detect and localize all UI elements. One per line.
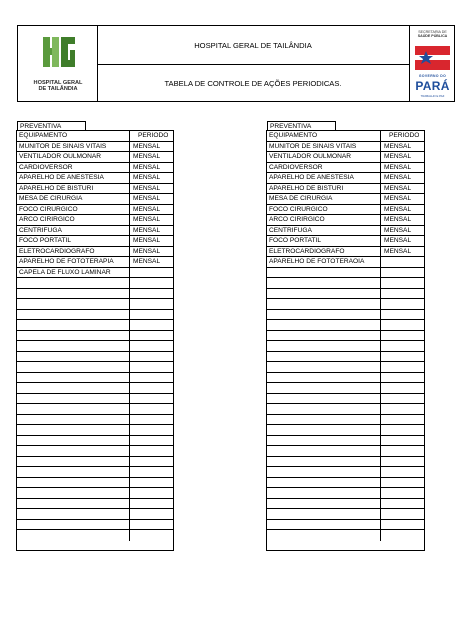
empty-table-row bbox=[17, 509, 173, 520]
empty-table-row bbox=[17, 362, 173, 373]
equipment-cell bbox=[17, 299, 130, 309]
empty-table-row bbox=[267, 299, 424, 310]
period-cell bbox=[381, 373, 384, 383]
equipment-cell bbox=[267, 289, 381, 299]
equipment-column-header: EQUIPAMENTO bbox=[17, 131, 130, 141]
empty-table-row bbox=[267, 425, 424, 436]
hospital-logo-line1: HOSPITAL GERAL bbox=[33, 80, 83, 86]
equipment-cell bbox=[17, 467, 130, 477]
period-cell bbox=[381, 383, 384, 393]
equipment-cell bbox=[267, 310, 381, 320]
equipment-cell bbox=[267, 425, 381, 435]
equipment-column-header: EQUIPAMENTO bbox=[267, 131, 381, 141]
table-row bbox=[17, 215, 173, 226]
equipment-cell bbox=[267, 341, 381, 351]
hospital-title: HOSPITAL GERAL DE TAILÂNDIA bbox=[97, 26, 409, 65]
hospital-logo-cell bbox=[18, 26, 98, 101]
equipment-cell bbox=[267, 394, 381, 404]
period-cell bbox=[130, 425, 133, 435]
equipment-cell: FOCO PORTATIL bbox=[267, 236, 381, 246]
period-cell bbox=[381, 457, 384, 467]
period-cell bbox=[381, 331, 384, 341]
empty-table-row bbox=[267, 530, 424, 541]
left-equipment-table bbox=[16, 130, 174, 551]
period-cell bbox=[381, 425, 384, 435]
equipment-cell: ELETROCARDIOGRAFO bbox=[267, 247, 381, 257]
equipment-cell bbox=[267, 467, 381, 477]
period-cell: MENSAL bbox=[133, 226, 161, 234]
table-row bbox=[267, 205, 424, 216]
period-cell bbox=[130, 352, 133, 362]
hospital-logo-text bbox=[26, 80, 90, 93]
period-cell bbox=[130, 488, 133, 498]
equipment-cell bbox=[17, 362, 130, 372]
period-cell bbox=[130, 331, 133, 341]
equipment-cell bbox=[267, 499, 381, 509]
period-cell bbox=[381, 436, 384, 446]
equipment-cell bbox=[267, 383, 381, 393]
empty-table-row bbox=[267, 289, 424, 300]
empty-table-row bbox=[267, 415, 424, 426]
period-cell bbox=[130, 499, 133, 509]
empty-table-row bbox=[267, 509, 424, 520]
table-row bbox=[267, 173, 424, 184]
equipment-cell bbox=[17, 530, 130, 541]
period-cell: MENSAL bbox=[384, 226, 412, 234]
equipment-cell bbox=[267, 373, 381, 383]
period-cell bbox=[381, 268, 384, 278]
equipment-cell bbox=[17, 352, 130, 362]
equipment-cell bbox=[267, 509, 381, 519]
period-cell: MENSAL bbox=[384, 163, 412, 171]
table-row bbox=[17, 236, 173, 247]
period-cell: MENSAL bbox=[384, 174, 412, 181]
period-cell bbox=[130, 320, 133, 330]
hospital-logo-icon bbox=[18, 26, 97, 81]
header-title-cell bbox=[97, 26, 409, 101]
period-cell bbox=[130, 530, 133, 541]
table-row bbox=[267, 163, 424, 174]
period-cell bbox=[381, 499, 384, 509]
period-cell: MENSAL bbox=[384, 216, 412, 223]
equipment-cell bbox=[17, 457, 130, 467]
equipment-cell: CARDIOVERSOR bbox=[267, 163, 381, 173]
empty-table-row bbox=[267, 478, 424, 489]
period-cell bbox=[130, 310, 133, 320]
empty-table-row bbox=[17, 299, 173, 310]
equipment-cell bbox=[267, 278, 381, 288]
period-cell bbox=[381, 310, 384, 320]
equipment-cell: MESA DE CIRURGIA bbox=[17, 194, 130, 204]
equipment-cell: VENTILADOR OULMONAR bbox=[267, 152, 381, 162]
table-row bbox=[17, 142, 173, 153]
equipment-cell bbox=[17, 509, 130, 519]
table-row bbox=[17, 205, 173, 216]
period-cell: MENSAL bbox=[133, 153, 161, 160]
period-cell: MENSAL bbox=[384, 153, 412, 160]
period-cell: MENSAL bbox=[384, 184, 412, 192]
period-cell: MENSAL bbox=[133, 258, 161, 265]
equipment-cell bbox=[17, 320, 130, 330]
period-cell bbox=[381, 509, 384, 519]
equipment-cell: APARELHO DE BISTURI bbox=[267, 184, 381, 194]
period-cell bbox=[381, 362, 384, 372]
empty-table-row bbox=[267, 488, 424, 499]
period-cell bbox=[381, 415, 384, 425]
period-cell bbox=[381, 478, 384, 488]
period-cell bbox=[381, 341, 384, 351]
equipment-cell bbox=[17, 415, 130, 425]
equipment-cell bbox=[17, 478, 130, 488]
period-cell: MENSAL bbox=[133, 163, 161, 171]
right-tab-label: PREVENTIVA bbox=[267, 121, 336, 130]
equipment-cell: APARELHO DE FOTOTERAOIA bbox=[267, 257, 381, 267]
period-cell bbox=[381, 278, 384, 288]
period-cell: MENSAL bbox=[133, 184, 161, 192]
period-cell bbox=[381, 299, 384, 309]
equipment-cell bbox=[17, 488, 130, 498]
table-row bbox=[17, 173, 173, 184]
equipment-cell bbox=[17, 278, 130, 288]
equipment-cell bbox=[267, 268, 381, 278]
period-cell bbox=[130, 383, 133, 393]
period-cell bbox=[130, 446, 133, 456]
empty-table-row bbox=[17, 488, 173, 499]
period-cell bbox=[130, 289, 133, 299]
equipment-cell bbox=[17, 310, 130, 320]
equipment-cell bbox=[267, 446, 381, 456]
equipment-cell: APARELHO DE ANESTESIA bbox=[17, 173, 130, 183]
equipment-cell: FOCO CIRURGICO bbox=[267, 205, 381, 215]
left-tab-label: PREVENTIVA bbox=[17, 121, 86, 130]
period-cell bbox=[381, 488, 384, 498]
empty-table-row bbox=[267, 373, 424, 384]
period-cell bbox=[130, 457, 133, 467]
period-cell bbox=[381, 467, 384, 477]
period-cell: MENSAL bbox=[384, 247, 412, 255]
table-row bbox=[17, 184, 173, 195]
period-cell: MENSAL bbox=[384, 237, 412, 244]
equipment-cell: CAPELA DE FLUXO LAMINAR bbox=[17, 268, 130, 278]
empty-table-row bbox=[17, 404, 173, 415]
period-cell: MENSAL bbox=[133, 247, 161, 255]
secretaria-line2: SAÚDE PÚBLICA bbox=[417, 34, 448, 39]
equipment-cell: CARDIOVERSOR bbox=[17, 163, 130, 173]
period-cell bbox=[130, 520, 133, 530]
empty-table-row bbox=[267, 310, 424, 321]
empty-table-row bbox=[17, 436, 173, 447]
equipment-cell bbox=[267, 404, 381, 414]
equipment-cell: MUNITOR DE SINAIS VITAIS bbox=[17, 142, 130, 152]
period-cell bbox=[130, 268, 133, 278]
period-cell bbox=[381, 394, 384, 404]
equipment-cell bbox=[17, 394, 130, 404]
table-row bbox=[17, 226, 173, 237]
equipment-cell bbox=[267, 488, 381, 498]
empty-table-row bbox=[17, 341, 173, 352]
period-cell bbox=[381, 289, 384, 299]
equipment-cell bbox=[17, 373, 130, 383]
equipment-cell: MESA DE CIRURGIA bbox=[267, 194, 381, 204]
empty-table-row bbox=[17, 331, 173, 342]
equipment-cell: CENTRIFUGA bbox=[267, 226, 381, 236]
empty-table-row bbox=[17, 394, 173, 405]
document-header bbox=[17, 25, 455, 102]
period-cell bbox=[381, 446, 384, 456]
period-cell bbox=[381, 320, 384, 330]
governo-do-text: GOVERNO DO bbox=[418, 74, 447, 78]
equipment-cell bbox=[17, 520, 130, 530]
empty-table-row bbox=[267, 520, 424, 531]
equipment-cell bbox=[267, 331, 381, 341]
period-cell bbox=[130, 415, 133, 425]
equipment-cell bbox=[17, 331, 130, 341]
period-cell bbox=[130, 394, 133, 404]
equipment-cell bbox=[17, 446, 130, 456]
secretaria-line1: SECRETARIA DE bbox=[418, 30, 447, 34]
equipment-cell: APARELHO DE ANESTESIA bbox=[267, 173, 381, 183]
equipment-cell bbox=[17, 341, 130, 351]
equipment-cell: ARCO CIRIRGICO bbox=[267, 215, 381, 225]
equipment-cell bbox=[17, 436, 130, 446]
table-row bbox=[17, 152, 173, 163]
para-flag-icon bbox=[410, 42, 455, 72]
period-column-header: PERIODO bbox=[138, 132, 169, 139]
empty-table-row bbox=[267, 467, 424, 478]
equipment-cell: MUNITOR DE SINAIS VITAIS bbox=[267, 142, 381, 152]
equipment-cell bbox=[267, 457, 381, 467]
hospital-logo-line2: DE TAILÂNDIA bbox=[38, 86, 78, 93]
empty-table-row bbox=[17, 478, 173, 489]
period-cell bbox=[130, 436, 133, 446]
table-row bbox=[267, 226, 424, 237]
table-row bbox=[17, 194, 173, 205]
empty-table-row bbox=[267, 320, 424, 331]
period-cell bbox=[381, 404, 384, 414]
period-cell: MENSAL bbox=[384, 142, 412, 150]
table-row bbox=[17, 268, 173, 279]
empty-table-row bbox=[17, 310, 173, 321]
period-cell bbox=[130, 404, 133, 414]
equipment-cell bbox=[267, 478, 381, 488]
empty-table-row bbox=[17, 289, 173, 300]
equipment-cell bbox=[17, 289, 130, 299]
empty-table-row bbox=[267, 446, 424, 457]
equipment-cell bbox=[267, 436, 381, 446]
table-title: TABELA DE CONTROLE DE AÇÕES PERIODICAS. bbox=[164, 78, 342, 88]
empty-table-row bbox=[267, 404, 424, 415]
government-logo-cell bbox=[409, 26, 455, 101]
equipment-cell bbox=[17, 499, 130, 509]
equipment-cell: VENTILADOR OULMONAR bbox=[17, 152, 130, 162]
equipment-cell bbox=[267, 352, 381, 362]
period-column-header: PERIODO bbox=[389, 132, 420, 139]
period-cell: MENSAL bbox=[133, 205, 161, 213]
equipment-cell: FOCO CIRURGICO bbox=[17, 205, 130, 215]
period-cell bbox=[130, 299, 133, 309]
para-text: PARÁ bbox=[415, 79, 450, 93]
period-cell: MENSAL bbox=[133, 142, 161, 150]
empty-table-row bbox=[267, 499, 424, 510]
empty-table-row bbox=[17, 373, 173, 384]
equipment-cell: ARCO CIRIRGICO bbox=[17, 215, 130, 225]
empty-table-row bbox=[17, 467, 173, 478]
table-row bbox=[17, 257, 173, 268]
table-row bbox=[267, 257, 424, 268]
period-cell bbox=[130, 478, 133, 488]
empty-table-row bbox=[17, 415, 173, 426]
slogan-text: TRABALHO E PAZ bbox=[420, 94, 445, 98]
table-row bbox=[17, 163, 173, 174]
period-cell bbox=[130, 467, 133, 477]
equipment-cell bbox=[267, 415, 381, 425]
table-row bbox=[267, 194, 424, 205]
table-row bbox=[267, 142, 424, 153]
empty-table-row bbox=[267, 352, 424, 363]
empty-table-row bbox=[17, 457, 173, 468]
equipment-cell bbox=[17, 404, 130, 414]
empty-table-row bbox=[17, 425, 173, 436]
empty-table-row bbox=[17, 530, 173, 541]
table-header-row bbox=[267, 131, 424, 142]
period-cell bbox=[130, 341, 133, 351]
empty-table-row bbox=[17, 278, 173, 289]
equipment-cell bbox=[267, 299, 381, 309]
period-cell bbox=[130, 509, 133, 519]
equipment-cell bbox=[267, 320, 381, 330]
table-row bbox=[267, 184, 424, 195]
period-cell bbox=[381, 352, 384, 362]
period-cell bbox=[381, 257, 384, 267]
equipment-cell: APARELHO DE BISTURI bbox=[17, 184, 130, 194]
secretaria-text bbox=[410, 30, 455, 39]
period-cell: MENSAL bbox=[384, 195, 412, 202]
period-cell: MENSAL bbox=[133, 237, 161, 244]
table-row bbox=[267, 215, 424, 226]
empty-table-row bbox=[267, 331, 424, 342]
empty-table-row bbox=[267, 341, 424, 352]
period-cell: MENSAL bbox=[133, 216, 161, 223]
empty-table-row bbox=[267, 268, 424, 279]
period-cell: MENSAL bbox=[384, 205, 412, 213]
period-cell bbox=[130, 373, 133, 383]
table-row bbox=[267, 236, 424, 247]
empty-table-row bbox=[17, 383, 173, 394]
equipment-cell: ELETROCARDIOGRAFO bbox=[17, 247, 130, 257]
equipment-cell bbox=[17, 383, 130, 393]
empty-table-row bbox=[267, 362, 424, 373]
period-cell: MENSAL bbox=[133, 174, 161, 181]
table-header-row bbox=[17, 131, 173, 142]
equipment-cell bbox=[17, 425, 130, 435]
empty-table-row bbox=[267, 278, 424, 289]
empty-table-row bbox=[267, 457, 424, 468]
empty-table-row bbox=[267, 383, 424, 394]
equipment-cell bbox=[267, 530, 381, 541]
empty-table-row bbox=[267, 436, 424, 447]
empty-table-row bbox=[17, 320, 173, 331]
equipment-cell: FOCO PORTATIL bbox=[17, 236, 130, 246]
period-cell bbox=[130, 362, 133, 372]
equipment-cell: APARELHO DE FOTOTERAPIA bbox=[17, 257, 130, 267]
table-row bbox=[17, 247, 173, 258]
equipment-cell bbox=[267, 520, 381, 530]
period-cell bbox=[381, 520, 384, 530]
period-cell bbox=[130, 278, 133, 288]
equipment-cell bbox=[267, 362, 381, 372]
empty-table-row bbox=[267, 394, 424, 405]
table-row bbox=[267, 152, 424, 163]
right-equipment-table bbox=[266, 130, 425, 551]
empty-table-row bbox=[17, 499, 173, 510]
period-cell bbox=[381, 530, 384, 541]
table-row bbox=[267, 247, 424, 258]
empty-table-row bbox=[17, 520, 173, 531]
equipment-cell: CENTRIFUGA bbox=[17, 226, 130, 236]
period-cell: MENSAL bbox=[133, 195, 161, 202]
empty-table-row bbox=[17, 446, 173, 457]
empty-table-row bbox=[17, 352, 173, 363]
